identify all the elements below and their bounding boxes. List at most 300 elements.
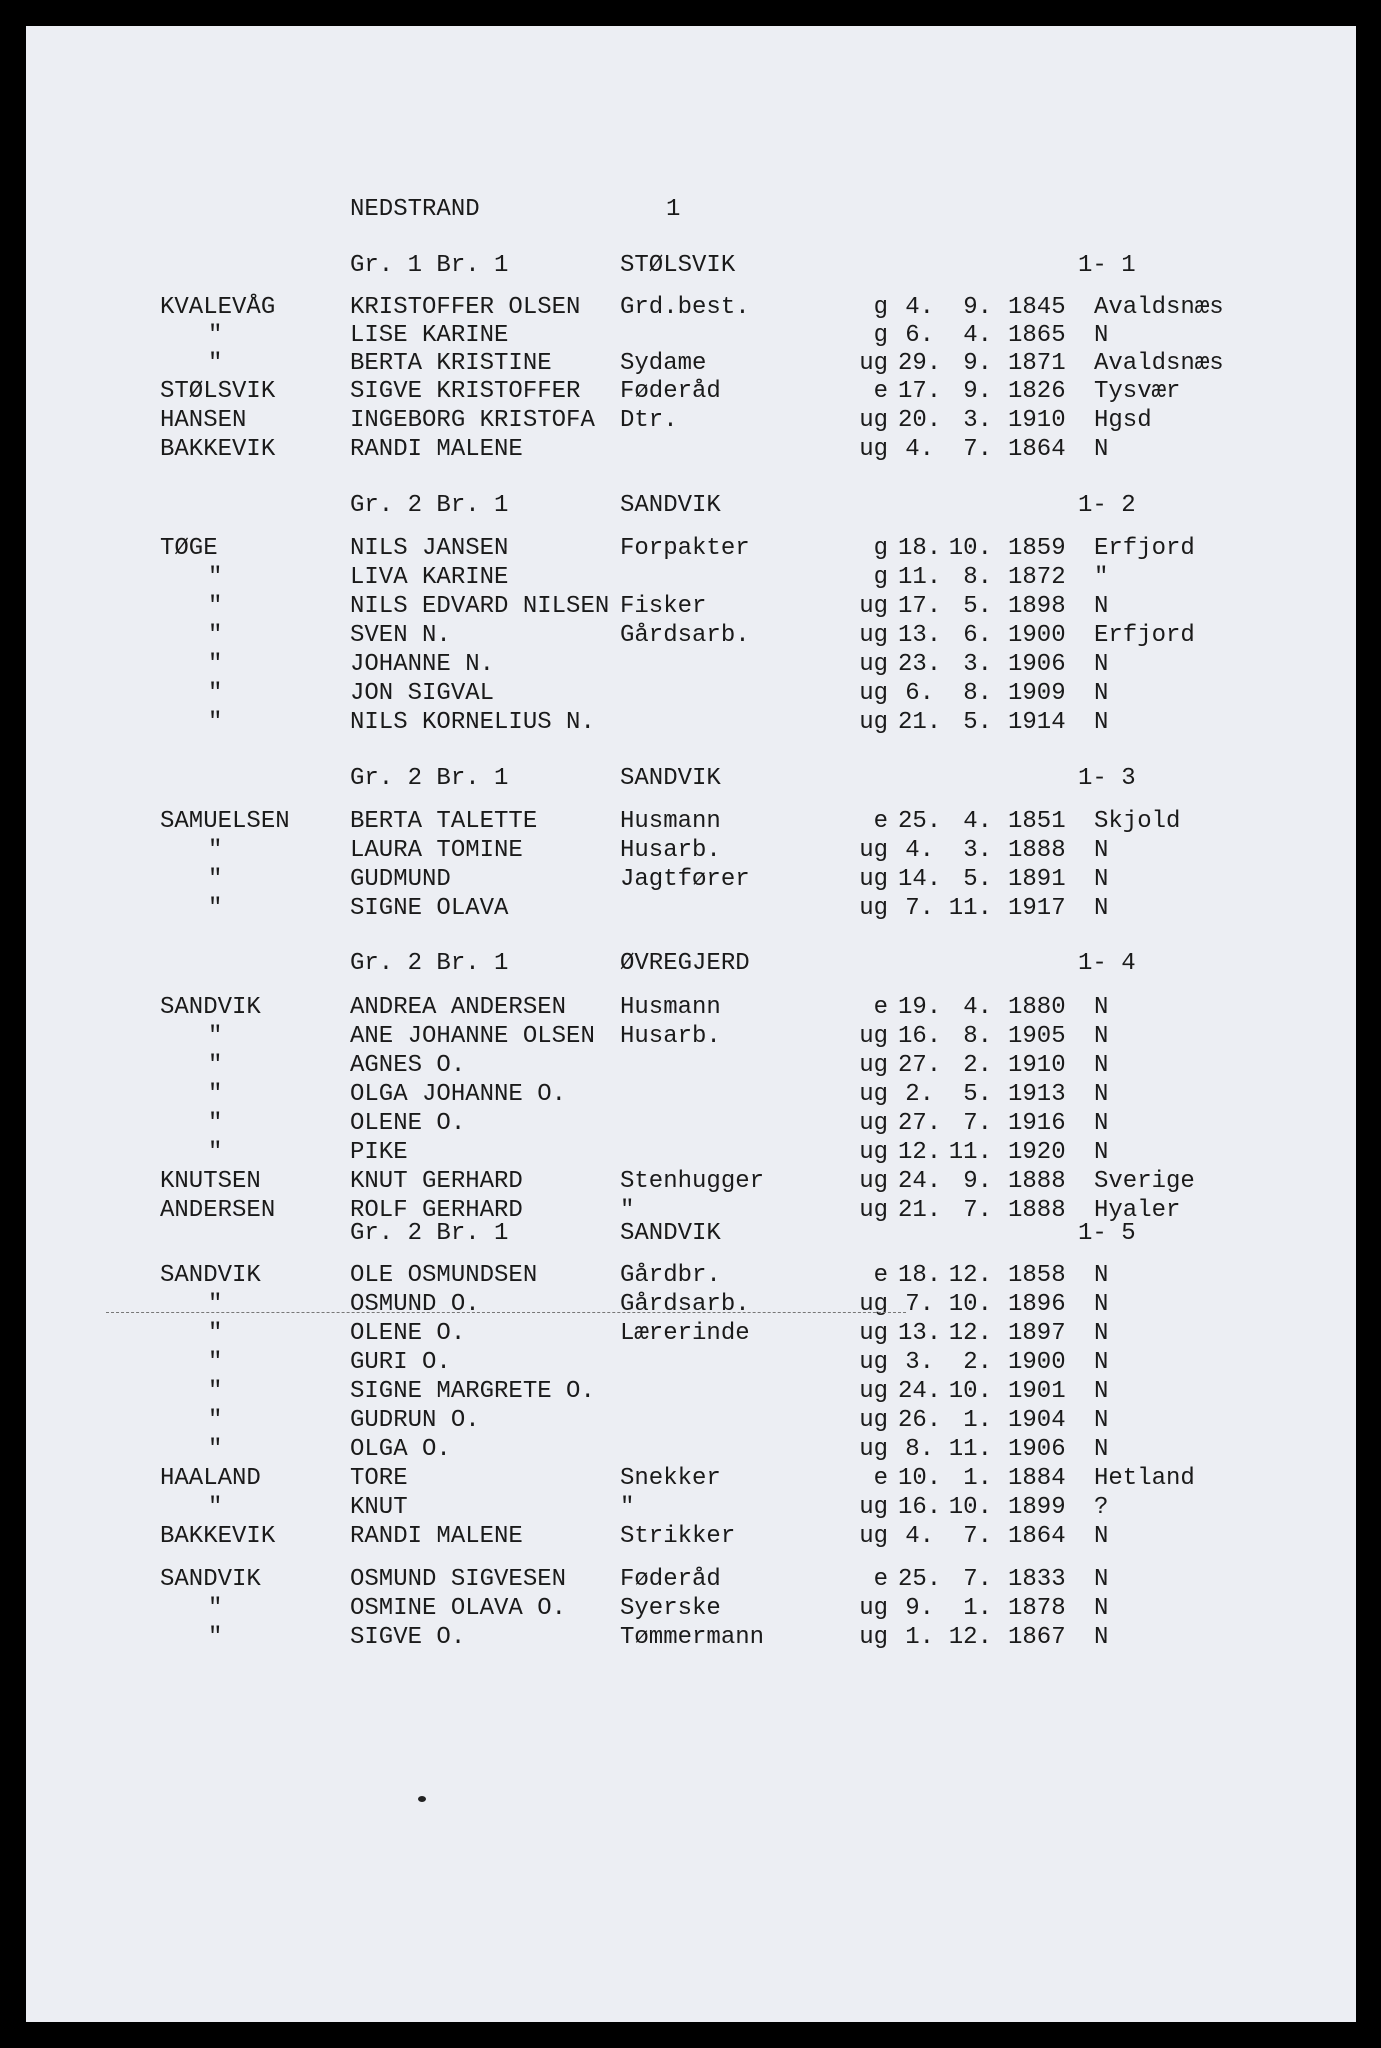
month-cell: 4.	[963, 994, 992, 1021]
place-cell: Erfjord	[1094, 535, 1195, 562]
surname-cell: "	[208, 1595, 223, 1622]
civil-cell: ug	[859, 1081, 888, 1108]
name-cell: RANDI MALENE	[350, 436, 523, 463]
place-cell: N	[1094, 1436, 1109, 1463]
gnr-bnr-label: Gr. 2 Br. 1	[350, 492, 509, 519]
civil-cell: ug	[859, 407, 888, 434]
year-cell: 1904	[1008, 1407, 1066, 1434]
day-cell: 25.	[898, 808, 942, 835]
civil-cell: ug	[859, 1494, 888, 1521]
civil-cell: ug	[859, 1291, 888, 1318]
civil-cell: e	[873, 1262, 888, 1289]
place-cell: "	[1094, 564, 1109, 591]
place-cell: Sverige	[1094, 1168, 1195, 1195]
place-cell: N	[1094, 1052, 1109, 1079]
day-cell: 11.	[898, 564, 942, 591]
name-cell: KNUT	[350, 1494, 408, 1521]
place-cell: N	[1094, 1262, 1109, 1289]
civil-cell: e	[873, 994, 888, 1021]
place-cell: N	[1094, 1110, 1109, 1137]
year-cell: 1900	[1008, 622, 1066, 649]
surname-cell: "	[208, 1436, 223, 1463]
civil-cell: e	[873, 378, 888, 405]
year-cell: 1905	[1008, 1023, 1066, 1050]
surname-cell: SAMUELSEN	[160, 808, 290, 835]
day-cell: 4.	[905, 294, 934, 321]
name-cell: NILS EDVARD NILSEN	[350, 593, 610, 620]
household-number: 1- 1	[1078, 252, 1136, 279]
year-cell: 1851	[1008, 808, 1066, 835]
month-cell: 4.	[963, 808, 992, 835]
year-cell: 1871	[1008, 350, 1066, 377]
place-cell: N	[1094, 866, 1109, 893]
gnr-bnr-label: Gr. 2 Br. 1	[350, 1220, 509, 1247]
surname-cell: SANDVIK	[160, 1566, 261, 1593]
place-cell: N	[1094, 1081, 1109, 1108]
farm-name: SANDVIK	[620, 492, 721, 519]
year-cell: 1906	[1008, 1436, 1066, 1463]
place-cell: N	[1094, 1566, 1109, 1593]
occupation-cell: Stenhugger	[620, 1168, 765, 1195]
year-cell: 1901	[1008, 1378, 1066, 1405]
month-cell: 3.	[963, 651, 992, 678]
surname-cell: "	[208, 1349, 223, 1376]
name-cell: NILS JANSEN	[350, 535, 509, 562]
occupation-cell: Sydame	[620, 350, 707, 377]
day-cell: 24.	[898, 1168, 942, 1195]
month-cell: 5.	[963, 866, 992, 893]
occupation-cell: Snekker	[620, 1465, 721, 1492]
occupation-cell: Grd.best.	[620, 294, 750, 321]
day-cell: 6.	[905, 322, 934, 349]
occupation-cell: Føderåd	[620, 1566, 721, 1593]
civil-cell: g	[873, 535, 888, 562]
month-cell: 11.	[948, 895, 992, 922]
surname-cell: "	[208, 1081, 223, 1108]
month-cell: 4.	[963, 322, 992, 349]
surname-cell: "	[208, 622, 223, 649]
day-cell: 18.	[898, 1262, 942, 1289]
surname-cell: "	[208, 680, 223, 707]
day-cell: 23.	[898, 651, 942, 678]
occupation-cell: Lærerinde	[620, 1320, 750, 1347]
month-cell: 3.	[963, 407, 992, 434]
name-cell: OLE OSMUNDSEN	[350, 1262, 538, 1289]
surname-cell: KNUTSEN	[160, 1168, 261, 1195]
gnr-bnr-label: Gr. 2 Br. 1	[350, 950, 509, 977]
place-cell: N	[1094, 1023, 1109, 1050]
name-cell: KRISTOFFER OLSEN	[350, 294, 581, 321]
occupation-cell: Husarb.	[620, 837, 721, 864]
day-cell: 25.	[898, 1566, 942, 1593]
month-cell: 3.	[963, 837, 992, 864]
year-cell: 1878	[1008, 1595, 1066, 1622]
day-cell: 9.	[905, 1595, 934, 1622]
surname-cell: BAKKEVIK	[160, 436, 276, 463]
household-number: 1- 3	[1078, 765, 1136, 792]
month-cell: 10.	[948, 1291, 992, 1318]
month-cell: 10.	[948, 1378, 992, 1405]
name-cell: TORE	[350, 1465, 408, 1492]
place-cell: Avaldsnæs	[1094, 350, 1224, 377]
household-number: 1- 5	[1078, 1220, 1136, 1247]
name-cell: OSMUND SIGVESEN	[350, 1566, 567, 1593]
farm-name: SANDVIK	[620, 765, 721, 792]
day-cell: 4.	[905, 837, 934, 864]
place-cell: N	[1094, 1523, 1109, 1550]
day-cell: 20.	[898, 407, 942, 434]
day-cell: 7.	[905, 1291, 934, 1318]
civil-cell: ug	[859, 651, 888, 678]
civil-cell: ug	[859, 1320, 888, 1347]
name-cell: SIGNE MARGRETE O.	[350, 1378, 595, 1405]
month-cell: 9.	[963, 1168, 992, 1195]
household-number: 1- 2	[1078, 492, 1136, 519]
day-cell: 2.	[905, 1081, 934, 1108]
occupation-cell: Syerske	[620, 1595, 721, 1622]
year-cell: 1884	[1008, 1465, 1066, 1492]
name-cell: AGNES O.	[350, 1052, 466, 1079]
occupation-cell: Gårdsarb.	[620, 622, 750, 649]
surname-cell: "	[208, 322, 223, 349]
place-cell: N	[1094, 680, 1109, 707]
year-cell: 1833	[1008, 1566, 1066, 1593]
day-cell: 16.	[898, 1494, 942, 1521]
year-cell: 1910	[1008, 407, 1066, 434]
month-cell: 7.	[963, 1197, 992, 1224]
name-cell: ANE JOHANNE OLSEN	[350, 1023, 595, 1050]
month-cell: 5.	[963, 593, 992, 620]
name-cell: ANDREA ANDERSEN	[350, 994, 567, 1021]
surname-cell: "	[208, 1378, 223, 1405]
year-cell: 1880	[1008, 994, 1066, 1021]
month-cell: 8.	[963, 680, 992, 707]
occupation-cell: Gårdsarb.	[620, 1291, 750, 1318]
place-cell: N	[1094, 1139, 1109, 1166]
civil-cell: ug	[859, 622, 888, 649]
day-cell: 10.	[898, 1465, 942, 1492]
month-cell: 5.	[963, 709, 992, 736]
name-cell: GUDMUND	[350, 866, 451, 893]
surname-cell: "	[208, 564, 223, 591]
day-cell: 6.	[905, 680, 934, 707]
day-cell: 18.	[898, 535, 942, 562]
civil-cell: g	[873, 322, 888, 349]
surname-cell: "	[208, 895, 223, 922]
year-cell: 1897	[1008, 1320, 1066, 1347]
occupation-cell: Husmann	[620, 808, 721, 835]
civil-cell: ug	[859, 436, 888, 463]
surname-cell: "	[208, 350, 223, 377]
day-cell: 17.	[898, 378, 942, 405]
civil-cell: ug	[859, 1595, 888, 1622]
civil-cell: ug	[859, 709, 888, 736]
ink-dot	[418, 1796, 426, 1802]
name-cell: JON SIGVAL	[350, 680, 495, 707]
year-cell: 1864	[1008, 1523, 1066, 1550]
civil-cell: ug	[859, 866, 888, 893]
surname-cell: "	[208, 866, 223, 893]
day-cell: 1.	[905, 1624, 934, 1651]
year-cell: 1888	[1008, 837, 1066, 864]
divider-line	[106, 1312, 906, 1313]
civil-cell: e	[873, 1465, 888, 1492]
name-cell: OLENE O.	[350, 1320, 466, 1347]
occupation-cell: "	[620, 1494, 635, 1521]
occupation-cell: Forpakter	[620, 535, 750, 562]
day-cell: 29.	[898, 350, 942, 377]
place-cell: N	[1094, 1349, 1109, 1376]
month-cell: 1.	[963, 1407, 992, 1434]
place-cell: N	[1094, 994, 1109, 1021]
place-cell: Tysvær	[1094, 378, 1181, 405]
day-cell: 13.	[898, 1320, 942, 1347]
surname-cell: HAALAND	[160, 1465, 261, 1492]
year-cell: 1859	[1008, 535, 1066, 562]
civil-cell: g	[873, 294, 888, 321]
civil-cell: ug	[859, 680, 888, 707]
place-cell: N	[1094, 895, 1109, 922]
name-cell: INGEBORG KRISTOFA	[350, 407, 595, 434]
month-cell: 11.	[948, 1139, 992, 1166]
surname-cell: "	[208, 1023, 223, 1050]
year-cell: 1858	[1008, 1262, 1066, 1289]
month-cell: 11.	[948, 1436, 992, 1463]
occupation-cell: "	[620, 1197, 635, 1224]
farm-name: STØLSVIK	[620, 252, 736, 279]
year-cell: 1917	[1008, 895, 1066, 922]
civil-cell: g	[873, 564, 888, 591]
place-cell: ?	[1094, 1494, 1109, 1521]
month-cell: 7.	[963, 1566, 992, 1593]
year-cell: 1914	[1008, 709, 1066, 736]
occupation-cell: Tømmermann	[620, 1624, 765, 1651]
civil-cell: ug	[859, 593, 888, 620]
name-cell: SIGVE KRISTOFFER	[350, 378, 581, 405]
month-cell: 8.	[963, 564, 992, 591]
surname-cell: KVALEVÅG	[160, 294, 276, 321]
name-cell: SIGNE OLAVA	[350, 895, 509, 922]
surname-cell: "	[208, 1139, 223, 1166]
farm-name: ØVREGJERD	[620, 950, 750, 977]
day-cell: 24.	[898, 1378, 942, 1405]
civil-cell: ug	[859, 1110, 888, 1137]
occupation-cell: Husmann	[620, 994, 721, 1021]
name-cell: LAURA TOMINE	[350, 837, 523, 864]
month-cell: 9.	[963, 378, 992, 405]
place-cell: N	[1094, 1291, 1109, 1318]
name-cell: OLGA O.	[350, 1436, 451, 1463]
month-cell: 12.	[948, 1624, 992, 1651]
document-page	[26, 26, 1356, 2022]
place-cell: N	[1094, 1595, 1109, 1622]
place-cell: Hgsd	[1094, 407, 1152, 434]
civil-cell: ug	[859, 1436, 888, 1463]
year-cell: 1891	[1008, 866, 1066, 893]
name-cell: SVEN N.	[350, 622, 451, 649]
name-cell: SIGVE O.	[350, 1624, 466, 1651]
year-cell: 1845	[1008, 294, 1066, 321]
name-cell: NILS KORNELIUS N.	[350, 709, 595, 736]
day-cell: 13.	[898, 622, 942, 649]
name-cell: BERTA TALETTE	[350, 808, 538, 835]
civil-cell: ug	[859, 1139, 888, 1166]
year-cell: 1888	[1008, 1168, 1066, 1195]
name-cell: OLGA JOHANNE O.	[350, 1081, 567, 1108]
year-cell: 1920	[1008, 1139, 1066, 1166]
surname-cell: STØLSVIK	[160, 378, 276, 405]
place-cell: N	[1094, 837, 1109, 864]
occupation-cell: Fisker	[620, 593, 707, 620]
surname-cell: TØGE	[160, 535, 218, 562]
occupation-cell: Jagtfører	[620, 866, 750, 893]
month-cell: 1.	[963, 1465, 992, 1492]
place-cell: Skjold	[1094, 808, 1181, 835]
year-cell: 1913	[1008, 1081, 1066, 1108]
name-cell: GURI O.	[350, 1349, 451, 1376]
civil-cell: ug	[859, 1197, 888, 1224]
surname-cell: "	[208, 1494, 223, 1521]
name-cell: LIVA KARINE	[350, 564, 509, 591]
month-cell: 1.	[963, 1595, 992, 1622]
day-cell: 7.	[905, 895, 934, 922]
day-cell: 17.	[898, 593, 942, 620]
year-cell: 1865	[1008, 322, 1066, 349]
household-number: 1- 4	[1078, 950, 1136, 977]
page-number: 1	[666, 196, 681, 223]
civil-cell: ug	[859, 1378, 888, 1405]
year-cell: 1909	[1008, 680, 1066, 707]
surname-cell: "	[208, 709, 223, 736]
year-cell: 1888	[1008, 1197, 1066, 1224]
civil-cell: e	[873, 1566, 888, 1593]
day-cell: 27.	[898, 1052, 942, 1079]
name-cell: LISE KARINE	[350, 322, 509, 349]
place-cell: N	[1094, 651, 1109, 678]
name-cell: PIKE	[350, 1139, 408, 1166]
month-cell: 12.	[948, 1320, 992, 1347]
surname-cell: BAKKEVIK	[160, 1523, 276, 1550]
civil-cell: ug	[859, 1052, 888, 1079]
name-cell: OSMINE OLAVA O.	[350, 1595, 567, 1622]
year-cell: 1826	[1008, 378, 1066, 405]
place-cell: N	[1094, 436, 1109, 463]
civil-cell: ug	[859, 1523, 888, 1550]
civil-cell: ug	[859, 350, 888, 377]
day-cell: 12.	[898, 1139, 942, 1166]
month-cell: 7.	[963, 436, 992, 463]
surname-cell: "	[208, 1291, 223, 1318]
occupation-cell: Føderåd	[620, 378, 721, 405]
place-cell: N	[1094, 593, 1109, 620]
month-cell: 12.	[948, 1262, 992, 1289]
year-cell: 1864	[1008, 436, 1066, 463]
day-cell: 21.	[898, 1197, 942, 1224]
surname-cell: "	[208, 593, 223, 620]
civil-cell: ug	[859, 1624, 888, 1651]
month-cell: 7.	[963, 1110, 992, 1137]
day-cell: 19.	[898, 994, 942, 1021]
surname-cell: "	[208, 651, 223, 678]
month-cell: 6.	[963, 622, 992, 649]
gnr-bnr-label: Gr. 2 Br. 1	[350, 765, 509, 792]
year-cell: 1910	[1008, 1052, 1066, 1079]
surname-cell: "	[208, 837, 223, 864]
year-cell: 1900	[1008, 1349, 1066, 1376]
name-cell: GUDRUN O.	[350, 1407, 480, 1434]
day-cell: 21.	[898, 709, 942, 736]
day-cell: 16.	[898, 1023, 942, 1050]
place-cell: Avaldsnæs	[1094, 294, 1224, 321]
surname-cell: HANSEN	[160, 407, 247, 434]
civil-cell: ug	[859, 1349, 888, 1376]
place-cell: N	[1094, 322, 1109, 349]
place-cell: N	[1094, 1378, 1109, 1405]
civil-cell: ug	[859, 1407, 888, 1434]
month-cell: 8.	[963, 1023, 992, 1050]
place-cell: N	[1094, 1407, 1109, 1434]
surname-cell: SANDVIK	[160, 1262, 261, 1289]
civil-cell: e	[873, 808, 888, 835]
year-cell: 1896	[1008, 1291, 1066, 1318]
day-cell: 4.	[905, 436, 934, 463]
month-cell: 2.	[963, 1349, 992, 1376]
name-cell: JOHANNE N.	[350, 651, 495, 678]
month-cell: 10.	[948, 1494, 992, 1521]
page-title: NEDSTRAND	[350, 196, 480, 223]
place-cell: Erfjord	[1094, 622, 1195, 649]
occupation-cell: Husarb.	[620, 1023, 721, 1050]
occupation-cell: Dtr.	[620, 407, 678, 434]
year-cell: 1867	[1008, 1624, 1066, 1651]
year-cell: 1916	[1008, 1110, 1066, 1137]
occupation-cell: Strikker	[620, 1523, 736, 1550]
farm-name: SANDVIK	[620, 1220, 721, 1247]
surname-cell: ANDERSEN	[160, 1197, 276, 1224]
day-cell: 14.	[898, 866, 942, 893]
gnr-bnr-label: Gr. 1 Br. 1	[350, 252, 509, 279]
surname-cell: "	[208, 1624, 223, 1651]
civil-cell: ug	[859, 1023, 888, 1050]
day-cell: 8.	[905, 1436, 934, 1463]
place-cell: N	[1094, 709, 1109, 736]
day-cell: 27.	[898, 1110, 942, 1137]
surname-cell: "	[208, 1407, 223, 1434]
name-cell: BERTA KRISTINE	[350, 350, 552, 377]
name-cell: RANDI MALENE	[350, 1523, 523, 1550]
place-cell: N	[1094, 1624, 1109, 1651]
civil-cell: ug	[859, 837, 888, 864]
place-cell: N	[1094, 1320, 1109, 1347]
day-cell: 4.	[905, 1523, 934, 1550]
place-cell: Hetland	[1094, 1465, 1195, 1492]
occupation-cell: Gårdbr.	[620, 1262, 721, 1289]
year-cell: 1906	[1008, 651, 1066, 678]
day-cell: 3.	[905, 1349, 934, 1376]
surname-cell: "	[208, 1052, 223, 1079]
surname-cell: "	[208, 1110, 223, 1137]
month-cell: 5.	[963, 1081, 992, 1108]
day-cell: 26.	[898, 1407, 942, 1434]
year-cell: 1872	[1008, 564, 1066, 591]
name-cell: ROLF GERHARD	[350, 1197, 523, 1224]
month-cell: 2.	[963, 1052, 992, 1079]
name-cell: OLENE O.	[350, 1110, 466, 1137]
civil-cell: ug	[859, 1168, 888, 1195]
month-cell: 7.	[963, 1523, 992, 1550]
month-cell: 10.	[948, 535, 992, 562]
year-cell: 1898	[1008, 593, 1066, 620]
